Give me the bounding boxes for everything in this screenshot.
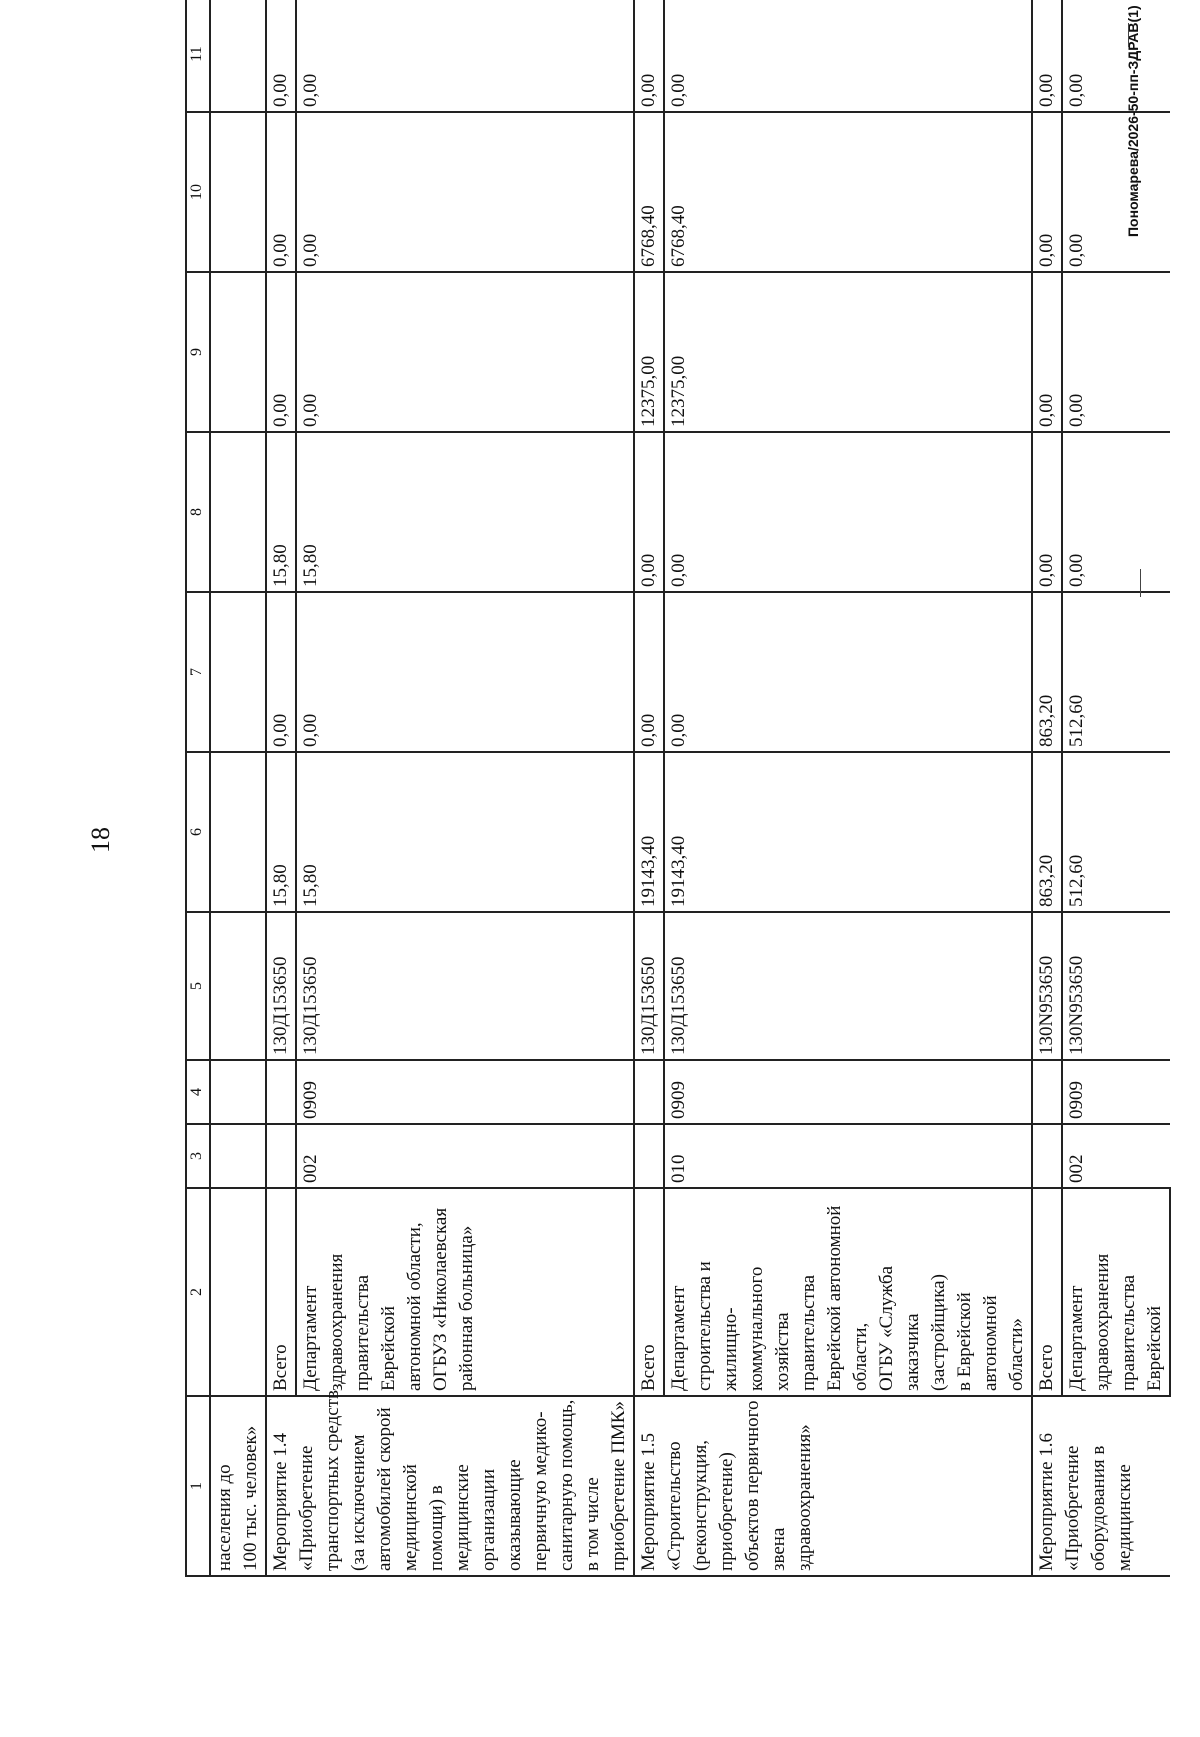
total-c9 <box>1032 272 1062 432</box>
cell-value: 0,00 <box>270 73 291 107</box>
cell-line: оказывающие <box>504 1459 525 1571</box>
cell-value: 19143,40 <box>668 835 689 907</box>
column-header-8: 8 <box>186 432 210 592</box>
cell-line: «Строительство <box>664 1441 685 1571</box>
total-c8 <box>1032 432 1062 592</box>
cell-line: медицинской <box>400 1464 421 1571</box>
cell-line: ОГБУЗ «Николаевская <box>430 1207 451 1391</box>
cell-line: правительства Еврейской <box>1118 1274 1165 1391</box>
cell-value: 0,00 <box>1036 393 1057 427</box>
cell-line: Мероприятие 1.6 <box>1036 1432 1057 1571</box>
cell-line: объектов первичного <box>742 1400 763 1571</box>
cell-line: заказчика (застройщика) <box>902 1274 949 1391</box>
detail-c8 <box>664 432 1032 592</box>
table-body <box>186 0 1170 1576</box>
column-header-10: 10 <box>186 112 210 272</box>
cell-value: 12375,00 <box>638 355 659 427</box>
activity-cell <box>266 1390 634 1576</box>
cell-value: Всего <box>1036 1344 1057 1391</box>
cell-value: 0,00 <box>638 713 659 747</box>
detail-c5 <box>664 912 1032 1060</box>
table-row-total <box>634 0 664 1576</box>
cell-value: 130Д153650 <box>270 956 291 1055</box>
cell-value: Всего <box>270 1344 291 1391</box>
cell-value: 002 <box>1066 1154 1087 1183</box>
empty-cell <box>210 112 266 272</box>
detail-c9 <box>296 272 634 432</box>
detail-c10 <box>664 112 1032 272</box>
total-c10 <box>266 112 296 272</box>
total-c6 <box>266 752 296 912</box>
column-header-3: 3 <box>186 1124 210 1188</box>
column-header-2: 2 <box>186 1188 210 1396</box>
cell-value: 0909 <box>1066 1081 1087 1119</box>
total-c7 <box>266 592 296 752</box>
cell-value: 0,00 <box>300 393 321 427</box>
empty-cell <box>266 1124 296 1188</box>
empty-cell <box>210 1124 266 1188</box>
empty-cell <box>1032 1124 1062 1188</box>
total-c10 <box>634 112 664 272</box>
cell-line: звена <box>768 1527 789 1571</box>
cell-line: приобретение) <box>716 1452 737 1571</box>
total-label <box>634 1188 664 1396</box>
cell-value: 15,80 <box>300 864 321 907</box>
cell-line: Департамент <box>300 1285 321 1391</box>
cell-value: 0,00 <box>668 73 689 107</box>
total-c7 <box>634 592 664 752</box>
executor-cell <box>664 1188 1032 1396</box>
detail-c6 <box>664 752 1032 912</box>
cell-line: (за исключением <box>348 1434 369 1571</box>
detail-c11 <box>296 0 634 112</box>
cell-line: здравоохранения <box>1092 1253 1113 1391</box>
total-c6 <box>634 752 664 912</box>
cell-value: 0,00 <box>638 73 659 107</box>
cell-line: в том числе <box>582 1477 603 1571</box>
column-header-6: 6 <box>186 752 210 912</box>
cell-value: 0,00 <box>300 73 321 107</box>
cell-value: 0,00 <box>1066 233 1087 267</box>
column-header-1: 1 <box>186 1396 210 1576</box>
cell-value: 0,00 <box>270 393 291 427</box>
empty-cell <box>210 1060 266 1124</box>
detail-c3 <box>1062 1124 1170 1188</box>
cell-line: области» <box>1006 1317 1027 1391</box>
cell-value: 130N953650 <box>1066 955 1087 1055</box>
cell-value: 130Д153650 <box>638 956 659 1055</box>
cell-line: коммунального <box>746 1266 767 1391</box>
cell-line: оборудования в <box>1088 1445 1109 1571</box>
cell-line: «Приобретение <box>296 1445 317 1571</box>
cell-line: здравоохранения» <box>794 1424 815 1571</box>
detail-c3 <box>296 1124 634 1188</box>
table-row-detail <box>664 0 1032 1576</box>
detail-c10 <box>1062 112 1170 272</box>
total-c7 <box>1032 592 1062 752</box>
detail-c8 <box>1062 432 1170 592</box>
cell-value: 863,20 <box>1036 854 1057 907</box>
footer-rule-left <box>1140 569 1141 597</box>
table-row-total <box>1032 0 1062 1576</box>
cell-value: 010 <box>668 1154 689 1183</box>
total-c9 <box>266 272 296 432</box>
cell-value: 130Д153650 <box>668 956 689 1055</box>
cell-line: медицинские <box>452 1464 473 1571</box>
cell-line: районная больница» <box>456 1225 477 1391</box>
total-c9 <box>634 272 664 432</box>
executor-cell <box>1062 1188 1170 1396</box>
detail-c4 <box>296 1060 634 1124</box>
detail-c5 <box>1062 912 1170 1060</box>
cell-line: 100 тыс. человек» <box>240 1425 261 1571</box>
empty-cell <box>210 0 266 112</box>
activity-cell <box>210 1396 266 1576</box>
table-row <box>210 0 266 1576</box>
total-c10 <box>1032 112 1062 272</box>
total-c5 <box>634 912 664 1060</box>
empty-cell <box>266 1060 296 1124</box>
cell-value: 0,00 <box>1036 233 1057 267</box>
detail-c4 <box>1062 1060 1170 1124</box>
cell-line: первичную медико- <box>530 1411 551 1571</box>
document-reference: Пономарева/2026-50-пп-ЗДРАВ(1) <box>1125 5 1141 237</box>
cell-line: (реконструкция, <box>690 1440 711 1571</box>
detail-c11 <box>664 0 1032 112</box>
cell-line: медицинские <box>1114 1464 1135 1571</box>
empty-cell <box>210 432 266 592</box>
cell-value: 130Д153650 <box>300 956 321 1055</box>
cell-value: 0,00 <box>300 713 321 747</box>
empty-cell <box>634 1124 664 1188</box>
cell-line: приобретение ПМК» <box>608 1401 629 1571</box>
budget-table <box>185 0 1171 1577</box>
detail-c6 <box>296 752 634 912</box>
cell-value: 6768,40 <box>638 205 659 267</box>
empty-cell <box>210 752 266 912</box>
cell-line: населения до <box>214 1464 235 1571</box>
total-label <box>1032 1188 1062 1396</box>
empty-cell <box>634 1060 664 1124</box>
total-c5 <box>266 912 296 1060</box>
cell-line: Мероприятие 1.4 <box>270 1432 291 1571</box>
total-c8 <box>266 432 296 592</box>
cell-line: в Еврейской автономной <box>954 1292 1001 1391</box>
cell-line: Департамент <box>1066 1285 1087 1391</box>
cell-value: 0,00 <box>668 553 689 587</box>
detail-c3 <box>664 1124 1032 1188</box>
cell-value: 15,80 <box>270 544 291 587</box>
cell-line: хозяйства правительства <box>772 1274 819 1391</box>
page-number: 18 <box>86 827 115 853</box>
cell-value: 0,00 <box>1066 553 1087 587</box>
detail-c6 <box>1062 752 1170 912</box>
detail-c4 <box>664 1060 1032 1124</box>
cell-value: 0,00 <box>300 233 321 267</box>
cell-value: 512,60 <box>1066 694 1087 747</box>
detail-c7 <box>296 592 634 752</box>
cell-value: 6768,40 <box>668 205 689 267</box>
detail-c5 <box>296 912 634 1060</box>
cell-value: 12375,00 <box>668 355 689 427</box>
cell-line: Еврейской автономной <box>824 1205 845 1391</box>
cell-line: организации <box>478 1468 499 1571</box>
header-row <box>186 0 210 1576</box>
cell-line: правительства Еврейской <box>352 1274 399 1391</box>
cell-line: автономной области, <box>404 1222 425 1391</box>
total-c11 <box>1032 0 1062 112</box>
cell-line: здравоохранения <box>326 1253 347 1391</box>
cell-value: Всего <box>638 1344 659 1391</box>
cell-line: жилищно- <box>720 1307 741 1391</box>
empty-cell <box>1032 1060 1062 1124</box>
empty-cell <box>210 592 266 752</box>
detail-c8 <box>296 432 634 592</box>
cell-value: 0,00 <box>668 713 689 747</box>
cell-line: «Приобретение <box>1062 1445 1083 1571</box>
cell-line: транспортных средств <box>322 1390 343 1571</box>
cell-value: 15,80 <box>270 864 291 907</box>
cell-line: Мероприятие 1.5 <box>638 1432 659 1571</box>
footer-rule-right <box>1128 23 1129 47</box>
cell-value: 0,00 <box>1036 553 1057 587</box>
cell-line: ОГБУ «Служба <box>876 1265 897 1391</box>
total-c6 <box>1032 752 1062 912</box>
cell-line: автомобилей скорой <box>374 1407 395 1571</box>
cell-value: 0,00 <box>270 233 291 267</box>
column-header-5: 5 <box>186 912 210 1060</box>
detail-c7 <box>1062 592 1170 752</box>
cell-value: 0,00 <box>638 553 659 587</box>
cell-line: Департамент <box>668 1285 689 1391</box>
detail-c9 <box>664 272 1032 432</box>
total-c8 <box>634 432 664 592</box>
column-header-11: 11 <box>186 0 210 112</box>
detail-c10 <box>296 112 634 272</box>
total-c5 <box>1032 912 1062 1060</box>
column-header-4: 4 <box>186 1060 210 1124</box>
total-c11 <box>266 0 296 112</box>
cell-value: 0909 <box>300 1081 321 1119</box>
executor-cell <box>296 1188 634 1396</box>
detail-c7 <box>664 592 1032 752</box>
cell-value: 0,00 <box>270 713 291 747</box>
table-row-detail <box>1062 0 1170 1576</box>
empty-cell <box>210 272 266 432</box>
cell-value: 512,60 <box>1066 854 1087 907</box>
total-label <box>266 1188 296 1396</box>
detail-c11 <box>1062 0 1170 112</box>
empty-cell <box>210 1188 266 1396</box>
table-row-total <box>266 0 296 1576</box>
detail-c9 <box>1062 272 1170 432</box>
cell-line: санитарную помощь, <box>556 1399 577 1571</box>
cell-line: области, <box>850 1322 871 1391</box>
cell-value: 0,00 <box>1036 73 1057 107</box>
cell-value: 863,20 <box>1036 694 1057 747</box>
cell-value: 0909 <box>668 1081 689 1119</box>
cell-line: строительства и <box>694 1261 715 1391</box>
table-row-detail <box>296 0 634 1576</box>
cell-value: 19143,40 <box>638 835 659 907</box>
empty-cell <box>210 912 266 1060</box>
cell-value: 0,00 <box>1066 73 1087 107</box>
column-header-7: 7 <box>186 592 210 752</box>
activity-cell <box>634 1396 1032 1576</box>
activity-cell <box>1032 1396 1170 1576</box>
total-c11 <box>634 0 664 112</box>
cell-value: 15,80 <box>300 544 321 587</box>
column-header-9: 9 <box>186 272 210 432</box>
cell-value: 130N953650 <box>1036 955 1057 1055</box>
cell-value: 0,00 <box>1066 393 1087 427</box>
cell-value: 002 <box>300 1154 321 1183</box>
cell-line: помощи) в <box>426 1485 447 1571</box>
